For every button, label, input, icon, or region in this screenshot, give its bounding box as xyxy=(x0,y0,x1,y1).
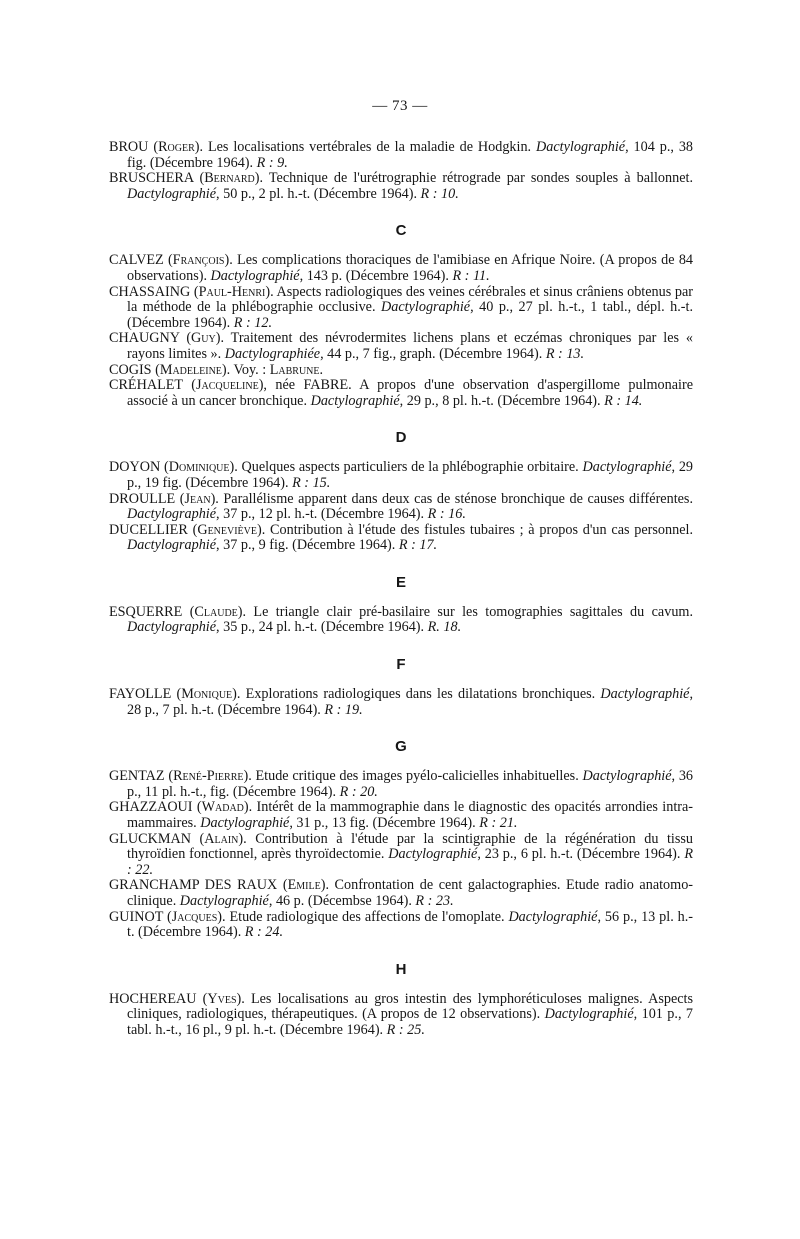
author-surname: CALVEZ xyxy=(109,252,164,269)
entry-title: . Contribution à l'étude des fistules tubaires ; à propos d'un cas personnel. xyxy=(261,521,693,538)
author-firstname: (Bernard) xyxy=(199,170,260,187)
entry-reference: R : 22. xyxy=(127,846,693,878)
author-firstname: (Jean) xyxy=(179,490,216,507)
entry-title: . Traitement des névrodermites lichens plans et eczémas chroniques par les « rayons limites ». xyxy=(127,330,694,362)
entry-journal: Dactylographié xyxy=(388,846,478,863)
entry-title: . Voy. : xyxy=(226,361,270,378)
entry-details: , 56 p., 13 pl. h.-t. (Décembre 1964). xyxy=(127,908,694,941)
entry-journal: Dactylographié xyxy=(127,537,217,554)
bibliography-entry xyxy=(109,800,693,831)
entry-reference: R : 9. xyxy=(256,154,288,171)
entry-reference: R : 23. xyxy=(415,893,454,909)
entry-title: . Quelques aspects particuliers de la phlébographie orbitaire. xyxy=(234,459,583,476)
author-surname: CHAUGNY xyxy=(109,330,180,347)
section-letter: F xyxy=(396,656,406,674)
bibliography-entry xyxy=(109,460,693,491)
entry-details: , 104 p., 38 fig. (Décembre 1964). xyxy=(127,139,694,171)
bibliography-entry xyxy=(109,363,693,379)
entry-reference: R : 19. xyxy=(324,701,363,718)
entry-journal: Dactylographié xyxy=(381,299,471,316)
entry-reference: R : 14. xyxy=(604,392,643,409)
author-firstname: (Dominique) xyxy=(163,459,235,476)
entry-journal: Dactylographié xyxy=(179,893,269,909)
author-firstname: (Madeleine) xyxy=(155,361,227,378)
entry-journal: Dactylographié xyxy=(127,185,217,202)
bibliography-entry xyxy=(109,910,693,941)
author-firstname: (Yves) xyxy=(202,990,242,1007)
entry-title: . Confrontation de cent galactographies. Etude radio anatomo-clinique. xyxy=(127,877,694,909)
entry-journal: Dactylographié xyxy=(544,1006,634,1023)
author-surname: GHAZZAOUI xyxy=(109,799,193,816)
entry-journal: Dactylographié xyxy=(508,908,598,925)
section-letter: H xyxy=(395,960,407,978)
entry-details: , 37 p., 12 pl. h.-t. (Décembre 1964). xyxy=(216,506,428,523)
entry-details: , 35 p., 24 pl. h.-t. (Décembre 1964). xyxy=(216,619,428,636)
author-surname: DOYON xyxy=(109,459,161,476)
entry-reference: R : 25. xyxy=(386,1021,425,1038)
page-number: — 73 — xyxy=(372,98,428,114)
bibliography-entry xyxy=(109,378,693,409)
author-surname: BRUSCHERA xyxy=(109,170,194,187)
author-firstname: (René-Pierre) xyxy=(168,768,249,785)
entry-details: , 101 p., 7 tabl. h.-t., 16 pl., 9 pl. h.-t. (Décembre 1964). xyxy=(127,1006,693,1038)
bibliography-entry xyxy=(109,769,693,800)
author-surname: HOCHEREAU xyxy=(109,990,197,1007)
author-firstname: (François) xyxy=(167,252,230,269)
bibliography-entry xyxy=(109,605,693,636)
author-surname: ESQUERRE xyxy=(109,603,183,620)
author-firstname: (Monique) xyxy=(176,686,237,703)
entry-title: . Les localisations vertébrales de la maladie de Hodgkin. xyxy=(199,139,537,155)
bibliography-entry xyxy=(109,253,693,284)
author-firstname: (Emile) xyxy=(282,877,326,894)
bibliography-entry xyxy=(109,687,693,718)
entry-details: , 37 p., 9 fig. (Décembre 1964). xyxy=(216,537,399,554)
entry-reference: R : 20. xyxy=(339,783,378,800)
bibliography-entry xyxy=(109,285,693,332)
entry-details: , 29 p., 19 fig. (Décembre 1964). xyxy=(127,459,694,491)
entry-journal: Dactylographié xyxy=(127,506,217,523)
entry-reference: R : 15. xyxy=(292,474,331,491)
bibliography-entry xyxy=(109,171,693,202)
entry-journal: Dactylographié xyxy=(600,686,690,703)
entry-reference: R : 16. xyxy=(427,506,466,523)
author-surname: GENTAZ xyxy=(109,768,165,785)
author-firstname: (Geneviève) xyxy=(192,521,262,538)
author-surname: CRÉHALET xyxy=(109,377,183,394)
entry-title: . Contribution à l'étude par la scintigraphie de la régénération du tissu thyroïdien fonctionnel, après thyroïdectomie. xyxy=(127,830,694,863)
author-firstname: (Jacques) xyxy=(167,908,223,925)
author-surname: GRANCHAMP DES RAUX xyxy=(109,877,278,894)
entry-reference: R : 11. xyxy=(452,267,490,284)
entry-details: , 23 p., 6 pl. h.-t. (Décembre 1964). xyxy=(477,846,685,863)
section-letter: E xyxy=(395,573,406,591)
entry-details: , 29 p., 8 pl. h.-t. (Décembre 1964). xyxy=(399,392,605,409)
entry-reference: R : 13. xyxy=(545,345,585,362)
author-surname: GLUCKMAN xyxy=(109,830,191,847)
author-firstname: (Alain) xyxy=(199,830,244,847)
entry-details: , 46 p. (Décembse 1964). xyxy=(268,893,416,909)
entry-journal: Dactylographié xyxy=(310,392,400,409)
entry-details: , 36 p., 11 pl. h.-t., fig. (Décembre 1964). xyxy=(127,768,694,800)
author-surname: CHASSAING xyxy=(109,283,191,300)
bibliography-list xyxy=(109,140,693,1039)
entry-details: , 40 p., 27 pl. h.-t., 1 tabl., dépl. h.-t. (Décembre 1964). xyxy=(127,299,693,331)
entry-details: , 143 p. (Décembre 1964). xyxy=(299,267,453,284)
entry-journal: Dactylographiée xyxy=(224,345,321,362)
entry-see-also: Labrune. xyxy=(269,361,324,378)
entry-details: , 50 p., 2 pl. h.-t. (Décembre 1964). xyxy=(216,185,421,202)
entry-journal: Dactylographié xyxy=(582,459,672,476)
entry-title: , née FABRE. A propos d'une observation d'aspergillome pulmonaire associé à un cancer bronchique. xyxy=(127,377,693,409)
entry-journal: Dactylographié xyxy=(127,619,217,636)
entry-title: . Technique de l'urétrographie rétrograde par sondes souples à ballonnet. xyxy=(259,170,693,187)
entry-reference: R : 21. xyxy=(479,815,518,832)
entry-journal: Dactylographié xyxy=(582,768,672,785)
author-surname: DROULLE xyxy=(109,490,176,507)
author-surname: GUINOT xyxy=(109,908,164,925)
bibliography-entry xyxy=(109,140,693,171)
author-firstname: (Jacqueline) xyxy=(191,377,264,394)
entry-journal: Dactylographié xyxy=(200,815,290,832)
entry-title: . Les complications thoraciques de l'amibiase en Afrique Noire. (A propos de 84 observations). xyxy=(127,252,694,284)
entry-title: . Etude critique des images pyélo-calicielles inhabituelles. xyxy=(248,768,583,785)
author-firstname: (Claude) xyxy=(189,603,243,620)
entry-details: , 28 p., 7 pl. h.-t. (Décembre 1964). xyxy=(127,686,694,718)
entry-title: . Les localisations au gros intestin des lymphoréticuloses malignes. Aspects cliniques, radiologiques, thérapeutiques. (A propos de 12 observations). xyxy=(127,990,694,1023)
entry-journal: Dactylographié xyxy=(536,139,626,155)
section-letter: G xyxy=(395,738,407,756)
entry-reference: R : 12. xyxy=(233,314,272,331)
entry-reference: R : 10. xyxy=(420,185,459,202)
entry-title: . Parallélisme apparent dans deux cas de sténose bronchique de causes différentes. xyxy=(215,490,693,507)
entry-title: . Aspects radiologiques des veines cérébrales et sinus crâniens obtenus par la méthode de la phlébographie occlusive. xyxy=(127,283,694,316)
bibliography-entry xyxy=(109,878,693,909)
bibliography-entry xyxy=(109,492,693,523)
entry-reference: R : 17. xyxy=(398,537,438,554)
author-firstname: (Roger) xyxy=(153,139,200,155)
entry-title: . Le triangle clair pré-basilaire sur les tomographies sagittales du cavum. xyxy=(242,603,693,620)
author-firstname: (Paul-Henri) xyxy=(193,283,271,300)
section-letter: C xyxy=(395,222,407,240)
author-firstname: (Wadad) xyxy=(196,799,249,816)
bibliography-entry xyxy=(109,523,693,554)
entry-details: , 44 p., 7 fig., graph. (Décembre 1964). xyxy=(320,345,546,362)
entry-journal: Dactylographié xyxy=(210,267,300,284)
entry-reference: R : 24. xyxy=(244,924,284,941)
entry-reference: R. 18. xyxy=(427,619,462,636)
bibliography-entry xyxy=(109,832,693,879)
author-firstname: (Guy) xyxy=(186,330,221,347)
author-surname: DUCELLIER xyxy=(109,521,188,538)
entry-title: . Etude radiologique des affections de l'omoplate. xyxy=(222,908,509,925)
author-surname: BROU xyxy=(109,139,149,155)
bibliography-entry xyxy=(109,331,693,362)
entry-title: . Intérêt de la mammographie dans le diagnostic des opacités arrondies intra-mammaires. xyxy=(127,799,694,832)
entry-details: , 31 p., 13 fig. (Décembre 1964). xyxy=(289,815,480,832)
author-surname: COGIS xyxy=(109,361,152,378)
bibliography-entry xyxy=(109,992,693,1039)
entry-title: . Explorations radiologiques dans les dilatations bronchiques. xyxy=(236,686,601,703)
section-letter: D xyxy=(395,429,407,447)
author-surname: FAYOLLE xyxy=(109,686,172,703)
